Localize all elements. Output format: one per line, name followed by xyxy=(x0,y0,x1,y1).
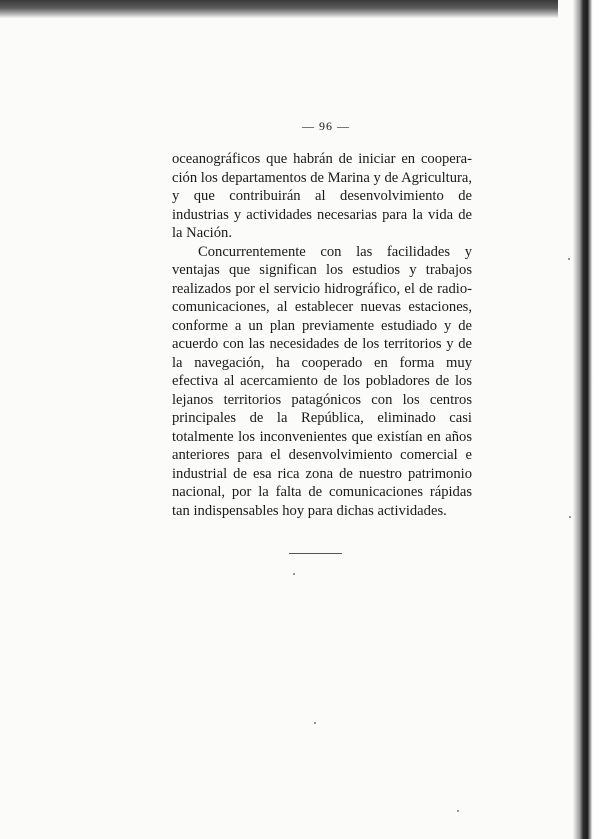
scan-binding-edge xyxy=(558,0,600,839)
body-text xyxy=(172,150,472,520)
scan-speck xyxy=(293,573,295,575)
paragraph-radio-communications: Concurrentemente con las facilidades y ventajas que significan los estudios y trabajos realizados por el servicio hidrográfico, el de radio-comunicaciones, al establecer nuevas estaciones, conforme a un plan previamente estudiado y de acuerdo con las necesidades de los territorios y de la navegación, ha cooperado en forma muy efectiva al acercamiento de los pobladores de los lejanos territorios patagónicos con los centros principales de la República, eliminado casi totalmente los inconvenientes que existían en años anteriores para el desenvolvimiento comercial e industrial de esa rica zona de nuestro patrimonio nacional, por la falta de comunicaciones rápidas tan indispensables hoy para dichas actividades. xyxy=(172,243,472,519)
scan-speck xyxy=(569,516,571,518)
paragraph-continuation: oceanográficos que habrán de iniciar en cooperación los departamentos de Marina y de Agricultura, y que contribuirán al desenvolvimiento de industrias y actividades necesarias para la vida de la Nación. xyxy=(172,151,472,241)
page-number: — 96 — xyxy=(302,119,350,133)
scan-speck xyxy=(457,810,459,812)
scan-speck xyxy=(314,722,316,724)
scan-top-edge xyxy=(0,0,600,18)
end-rule xyxy=(289,553,342,554)
scan-speck xyxy=(568,258,570,260)
